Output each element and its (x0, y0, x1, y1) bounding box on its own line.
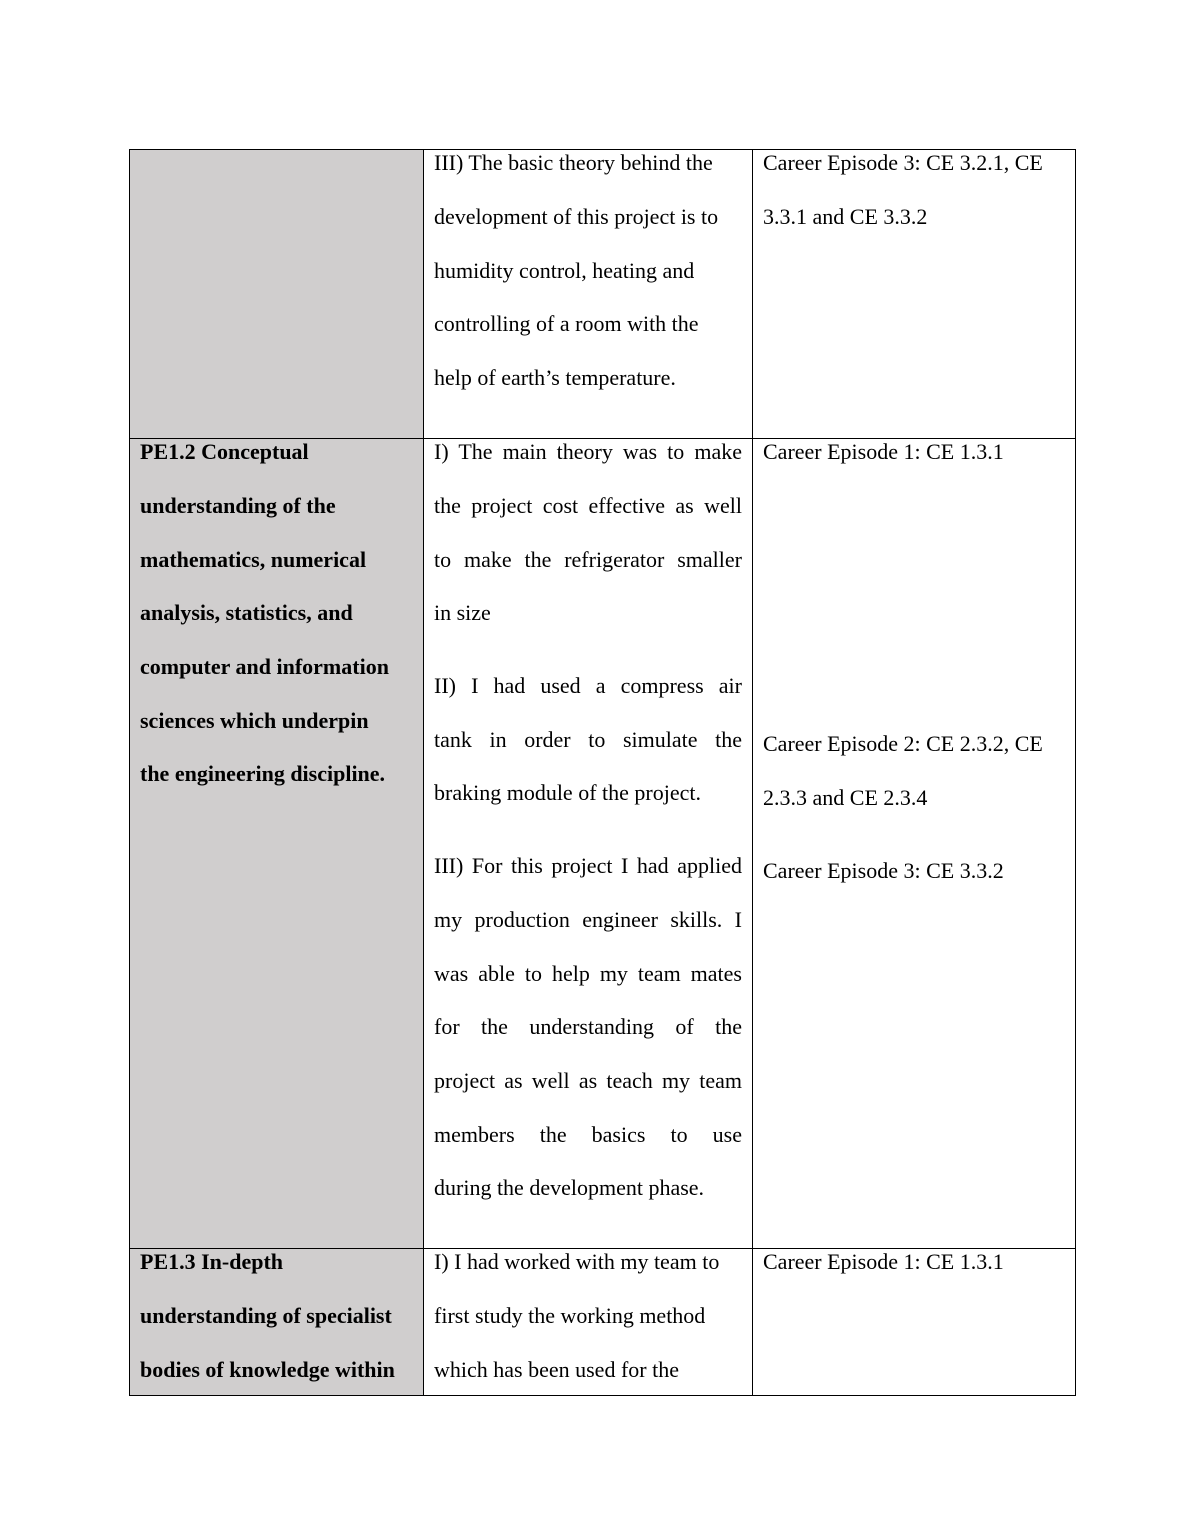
criterion-title-line: computer and information (140, 654, 389, 679)
reference-line: 2.3.3 and CE 2.3.4 (763, 785, 928, 810)
evidence-line: was able to help my team mates (434, 961, 742, 986)
evidence-line: I) The main theory was to make (434, 439, 742, 464)
evidence-line: during the development phase. (434, 1175, 705, 1200)
reference-line: Career Episode 1: CE 1.3.1 (763, 1249, 1004, 1274)
evidence-line: III) The basic theory behind the (434, 150, 713, 175)
evidence-line: my production engineer skills. I (434, 907, 742, 932)
table-border (1075, 149, 1076, 1396)
reference-line: Career Episode 2: CE 2.3.2, CE (763, 731, 1043, 756)
reference-line: 3.3.1 and CE 3.3.2 (763, 204, 928, 229)
reference-line: Career Episode 3: CE 3.2.1, CE (763, 150, 1043, 175)
evidence-line: development of this project is to (434, 204, 719, 229)
criterion-title-line: PE1.2 Conceptual (140, 439, 309, 464)
evidence-line: humidity control, heating and (434, 258, 695, 283)
evidence-line: help of earth’s temperature. (434, 365, 676, 390)
evidence-line: III) For this project I had applied (434, 853, 742, 878)
criterion-title-line: the engineering discipline. (140, 761, 386, 786)
evidence-line: members the basics to use (434, 1122, 742, 1147)
evidence-line: in size (434, 600, 491, 625)
evidence-line: for the understanding of the (434, 1014, 742, 1039)
evidence-line: braking module of the project. (434, 780, 701, 805)
evidence-line: first study the working method (434, 1303, 706, 1328)
evidence-line: I) I had worked with my team to (434, 1249, 720, 1274)
reference-line: Career Episode 3: CE 3.3.2 (763, 858, 1004, 883)
column-divider (423, 149, 424, 1396)
evidence-line: tank in order to simulate the (434, 727, 742, 752)
criterion-title-line: bodies of knowledge within (140, 1357, 395, 1382)
evidence-line: II) I had used a compress air (434, 673, 742, 698)
criterion-title-line: sciences which underpin (140, 708, 369, 733)
criterion-title-line: analysis, statistics, and (140, 600, 353, 625)
criterion-title-line: PE1.3 In-depth (140, 1249, 284, 1274)
evidence-line: controlling of a room with the (434, 311, 699, 336)
evidence-line: the project cost effective as well (434, 493, 742, 518)
evidence-line: to make the refrigerator smaller (434, 547, 742, 572)
column-divider (752, 149, 753, 1396)
criterion-title-line: mathematics, numerical (140, 547, 367, 572)
criterion-title-line: understanding of the (140, 493, 336, 518)
reference-line: Career Episode 1: CE 1.3.1 (763, 439, 1004, 464)
table-border (129, 149, 130, 1396)
evidence-line: which has been used for the (434, 1357, 679, 1382)
criterion-title-line: understanding of specialist (140, 1303, 392, 1328)
evidence-line: project as well as teach my team (434, 1068, 742, 1093)
